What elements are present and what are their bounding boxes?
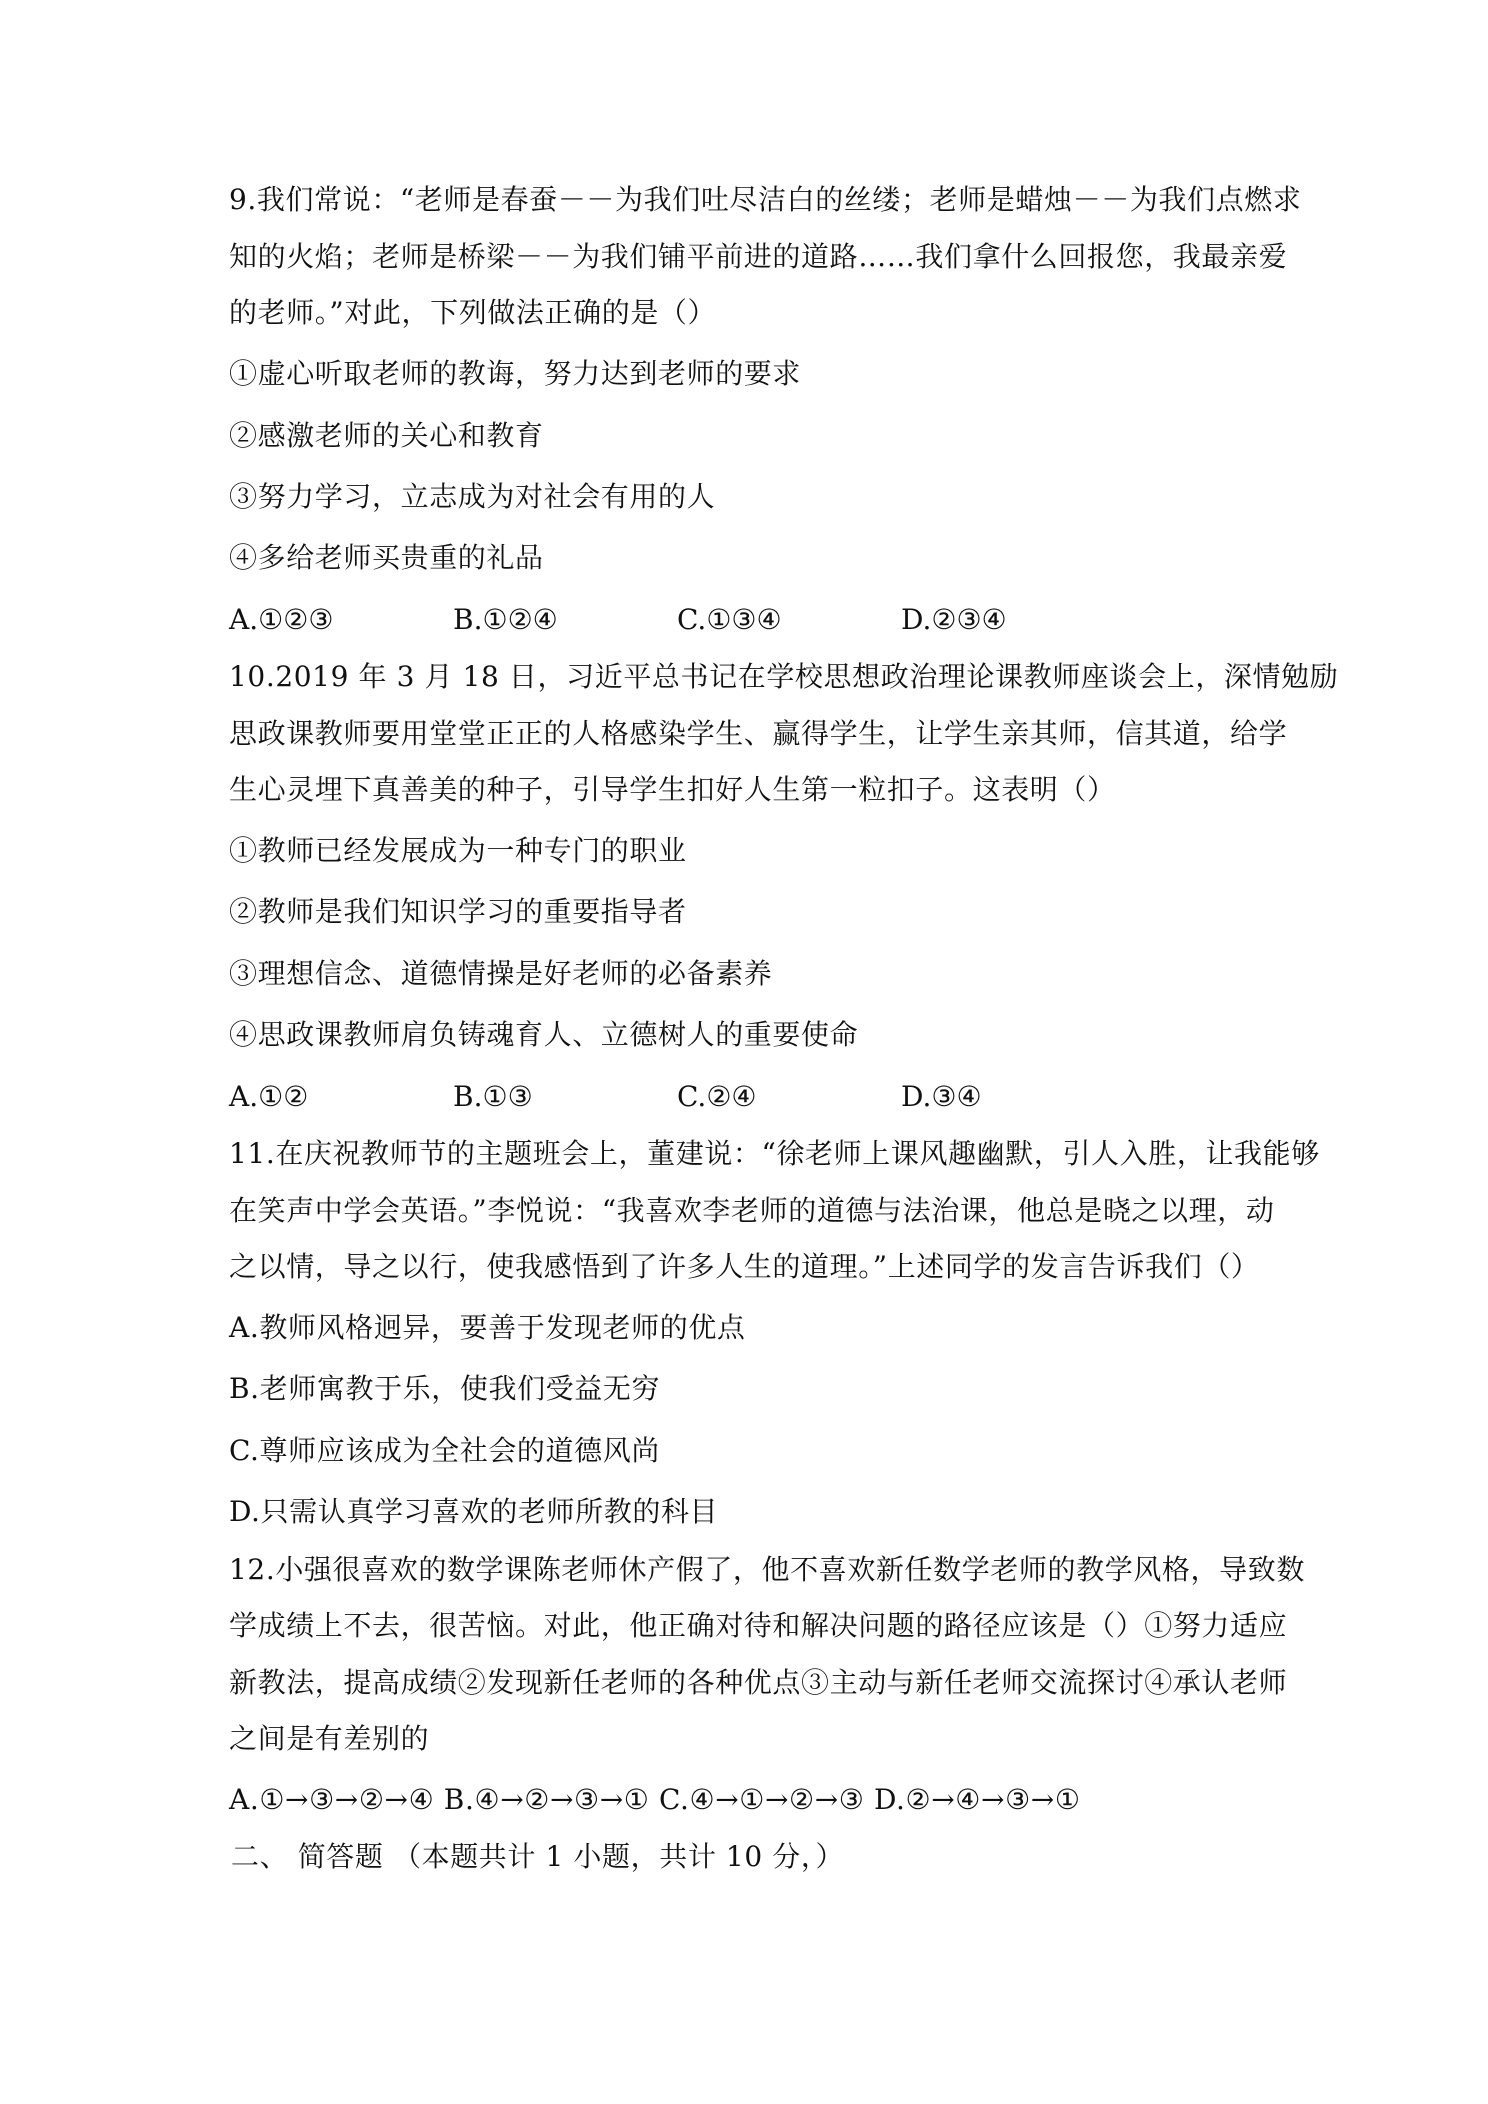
q9-option-d: D.②③④ xyxy=(901,603,1007,636)
q11-option-c: C.尊师应该成为全社会的道德风尚 xyxy=(229,1434,660,1467)
q11-option-d: D.只需认真学习喜欢的老师所教的科目 xyxy=(229,1495,719,1528)
q10-option-a: A.①② xyxy=(229,1080,309,1113)
q9-option-a: A.①②③ xyxy=(229,603,334,636)
q10-item-2: ②教师是我们知识学习的重要指导者 xyxy=(229,895,687,928)
q10-option-d: D.③④ xyxy=(901,1080,982,1113)
q10-stem-line-1: 10.2019 年 3 月 18 日，习近平总书记在学校思想政治理论课教师座谈会上，深情勉励 xyxy=(229,660,1339,693)
q9-stem-line-3: 的老师。”对此，下列做法正确的是（） xyxy=(229,296,717,329)
q9-item-2: ②感激老师的关心和教育 xyxy=(229,419,544,452)
q11-option-a: A.教师风格迥异，要善于发现老师的优点 xyxy=(229,1311,746,1344)
q10-item-1: ①教师已经发展成为一种专门的职业 xyxy=(229,834,687,867)
q11-stem-line-2: 在笑声中学会英语。”李悦说：“我喜欢李老师的道德与法治课，他总是晓之以理，动 xyxy=(229,1194,1275,1227)
q12-stem-line-2: 学成绩上不去，很苦恼。对此，他正确对待和解决问题的路径应该是（）①努力适应 xyxy=(229,1609,1288,1642)
q10-stem-line-2: 思政课教师要用堂堂正正的人格感染学生、赢得学生，让学生亲其师，信其道，给学 xyxy=(229,717,1288,750)
q9-item-1: ①虚心听取老师的教诲，努力达到老师的要求 xyxy=(229,357,802,390)
q12-stem-line-4: 之间是有差别的 xyxy=(229,1722,430,1755)
q10-option-b: B.①③ xyxy=(453,1080,533,1113)
q9-item-3: ③努力学习，立志成为对社会有用的人 xyxy=(229,480,716,513)
q12-options: A.①→③→②→④ B.④→②→③→① C.④→①→②→③ D.②→④→③→① xyxy=(229,1783,1081,1816)
q12-stem-line-3: 新教法，提高成绩②发现新任老师的各种优点③主动与新任老师交流探讨④承认老师 xyxy=(229,1666,1288,1699)
q10-item-4: ④思政课教师肩负铸魂育人、立德树人的重要使命 xyxy=(229,1018,859,1051)
q10-item-3: ③理想信念、道德情操是好老师的必备素养 xyxy=(229,957,773,990)
q9-stem-line-1: 9.我们常说：“老师是春蚕－－为我们吐尽洁白的丝缕；老师是蜡烛－－为我们点燃求 xyxy=(229,183,1302,216)
section-heading: 二、 简答题 （本题共计 1 小题，共计 10 分，） xyxy=(231,1840,845,1873)
q10-option-c: C.②④ xyxy=(677,1080,757,1113)
q10-stem-line-3: 生心灵埋下真善美的种子，引导学生扣好人生第一粒扣子。这表明（） xyxy=(229,773,1116,806)
q11-stem-line-1: 11.在庆祝教师节的主题班会上，董建说：“徐老师上课风趣幽默，引人入胜，让我能够 xyxy=(229,1137,1320,1170)
q11-stem-line-3: 之以情，导之以行，使我感悟到了许多人生的道理。”上述同学的发言告诉我们（） xyxy=(229,1250,1260,1283)
q9-option-b: B.①②④ xyxy=(453,603,558,636)
q11-option-b: B.老师寓教于乐，使我们受益无穷 xyxy=(229,1372,661,1405)
q9-stem-line-2: 知的火焰；老师是桥梁－－为我们铺平前进的道路……我们拿什么回报您，我最亲爱 xyxy=(229,240,1288,273)
q12-stem-line-1: 12.小强很喜欢的数学课陈老师休产假了，他不喜欢新任数学老师的教学风格，导致数 xyxy=(229,1553,1305,1586)
q9-option-c: C.①③④ xyxy=(677,603,782,636)
q9-item-4: ④多给老师买贵重的礼品 xyxy=(229,541,544,574)
